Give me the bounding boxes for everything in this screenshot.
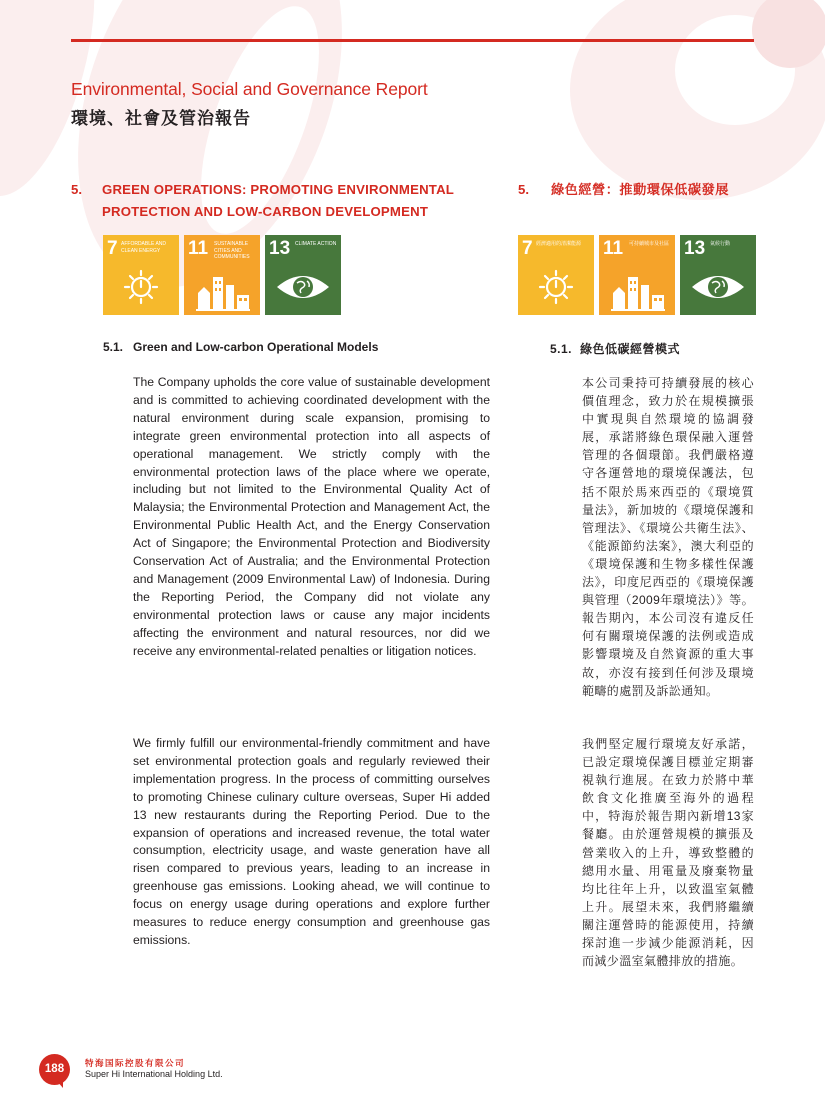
sun-power-icon: [103, 263, 179, 315]
sdg-icons-zh: [518, 235, 756, 315]
paragraph-zh-2: 我們堅定履行環境友好承諾，已設定環境保護目標並定期審視執行進展。在致力於將中華飲食文化推廣至海外的過程中，特海於報告期內新增13家餐廳。由於運營規模的擴張及營業收入的上升，導致整體的總用水量、用電量及廢棄物量均比往年上升，以致溫室氣體上升。展望未來，我們將繼續關注運營時的能源使用，持續探討進一步減少能源消耗，因而減少溫室氣體排放的措施。: [582, 737, 754, 969]
city-buildings-icon: [599, 263, 675, 315]
subsection-heading-zh: [550, 340, 680, 357]
sdg-label: AFFORDABLE AND CLEAN ENERGY: [121, 241, 167, 254]
sdg-7-tile: [103, 235, 179, 315]
sdg-label: 氣候行動: [710, 241, 731, 247]
sdg-11-tile: [599, 235, 675, 315]
sdg-7-tile: [518, 235, 594, 315]
city-buildings-icon: [184, 263, 260, 315]
sdg-label: 可持續城市及社區: [629, 241, 670, 247]
paragraph-zh-1: 本公司秉持可持續發展的核心價值理念，致力於在規模擴張中實現與自然環境的協調發展，承諾將綠色環保融入運營管理的各個環節。我們嚴格遵守各運營地的環境保護法，包括不限於馬來西亞的《環境質量法》，新加坡的《環境保護和管理法》、《環境公共衛生法》、《能源節約法案》，澳大利亞的《環境保護和生物多樣性保護法》，印度尼西亞的《環境保護與管理（2009年環境法）》等。報告期內，本公司沒有違反任何有關環境保護的法例或造成影響環境及自然資源的重大事故，亦沒有接到任何涉及環境範疇的處罰及訴訟通知。: [582, 376, 754, 698]
report-title-en: Environmental, Social and Governance Report: [71, 79, 428, 99]
sdg-number: 7: [522, 238, 533, 259]
paragraph-en-1: The Company upholds the core value of sustainable development and is committed to achieving coordinated development with the natural environment during scale expansion, promising to integrate green environmental protection into all aspects of operational management. We strictly comply with the environmental protection laws of the place where we operate, including but not limited to the Environmental Quality Act of Malaysia; the Environmental Protection and Management Act, the Environmental Public Health Act, and the Energy Conservation Act of Singapore; the Environmental Protection and Biodiversity Conservation Act of Australia; and the Environmental Protection and Management (2009 Environmental Law) of Indonesia. During the Reporting Period, the Company did not violate any environmental protection laws or cause any major incidents affecting the environment and natural resources, nor did we receive any environmental-related penalties or litigation notices.: [133, 375, 490, 658]
sdg-number: 11: [603, 238, 624, 259]
subsection-title-en: Green and Low-carbon Operational Models: [133, 340, 379, 354]
section-number: 5.: [71, 182, 82, 197]
paragraph-en-2: We firmly fulfill our environmental-friendly commitment and have set environmental protection goals and regularly reviewed their implementation progress. In the process of committing ourselves to promoting Chinese culinary culture overseas, Super Hi added 13 new restaurants during the Reporting Period. Due to the expansion of operations and increased revenue, the total water consumption, electricity usage, and waste generation have all risen compared to previous years, leading to an increase in greenhouse gas emissions. Looking ahead, we will continue to focus on energy usage during operations and explore further measures to reduce energy consumption and greenhouse gas emissions.: [133, 736, 490, 947]
sdg-number: 13: [269, 238, 291, 259]
subsection-number: 5.1.: [550, 342, 573, 356]
sdg-11-tile: [184, 235, 260, 315]
section-title-en: GREEN OPERATIONS: PROMOTING ENVIRONMENTAL PROTECTION AND LOW-CARBON DEVELOPMENT: [102, 182, 454, 219]
sdg-number: 13: [684, 238, 706, 259]
sdg-label: SUSTAINABLE CITIES AND COMMUNITIES: [214, 241, 250, 260]
section-number: 5.: [518, 182, 529, 197]
sun-power-icon: [518, 263, 594, 315]
sdg-icons-en: [103, 235, 341, 315]
subsection-heading-en: [103, 340, 378, 354]
company-name-en: Super Hi International Holding Ltd.: [85, 1069, 223, 1079]
section-title-zh: 綠色經營：推動環保低碳發展: [551, 182, 729, 197]
top-rule: [71, 39, 754, 42]
sdg-13-tile: [680, 235, 756, 315]
sdg-label: CLIMATE ACTION: [295, 241, 337, 247]
earth-eye-icon: [680, 263, 756, 315]
subsection-title-zh: 綠色低碳經營模式: [580, 342, 681, 356]
report-title-zh: 環境、社會及管治報告: [71, 109, 251, 128]
sdg-13-tile: [265, 235, 341, 315]
earth-eye-icon: [265, 263, 341, 315]
company-name-zh: 特海国际控股有限公司: [85, 1058, 186, 1068]
sdg-label: 經濟適用的清潔能源: [536, 241, 582, 247]
sdg-number: 11: [188, 238, 209, 259]
page-number: 188: [39, 1054, 70, 1085]
sdg-number: 7: [107, 238, 118, 259]
subsection-number: 5.1.: [103, 340, 124, 354]
